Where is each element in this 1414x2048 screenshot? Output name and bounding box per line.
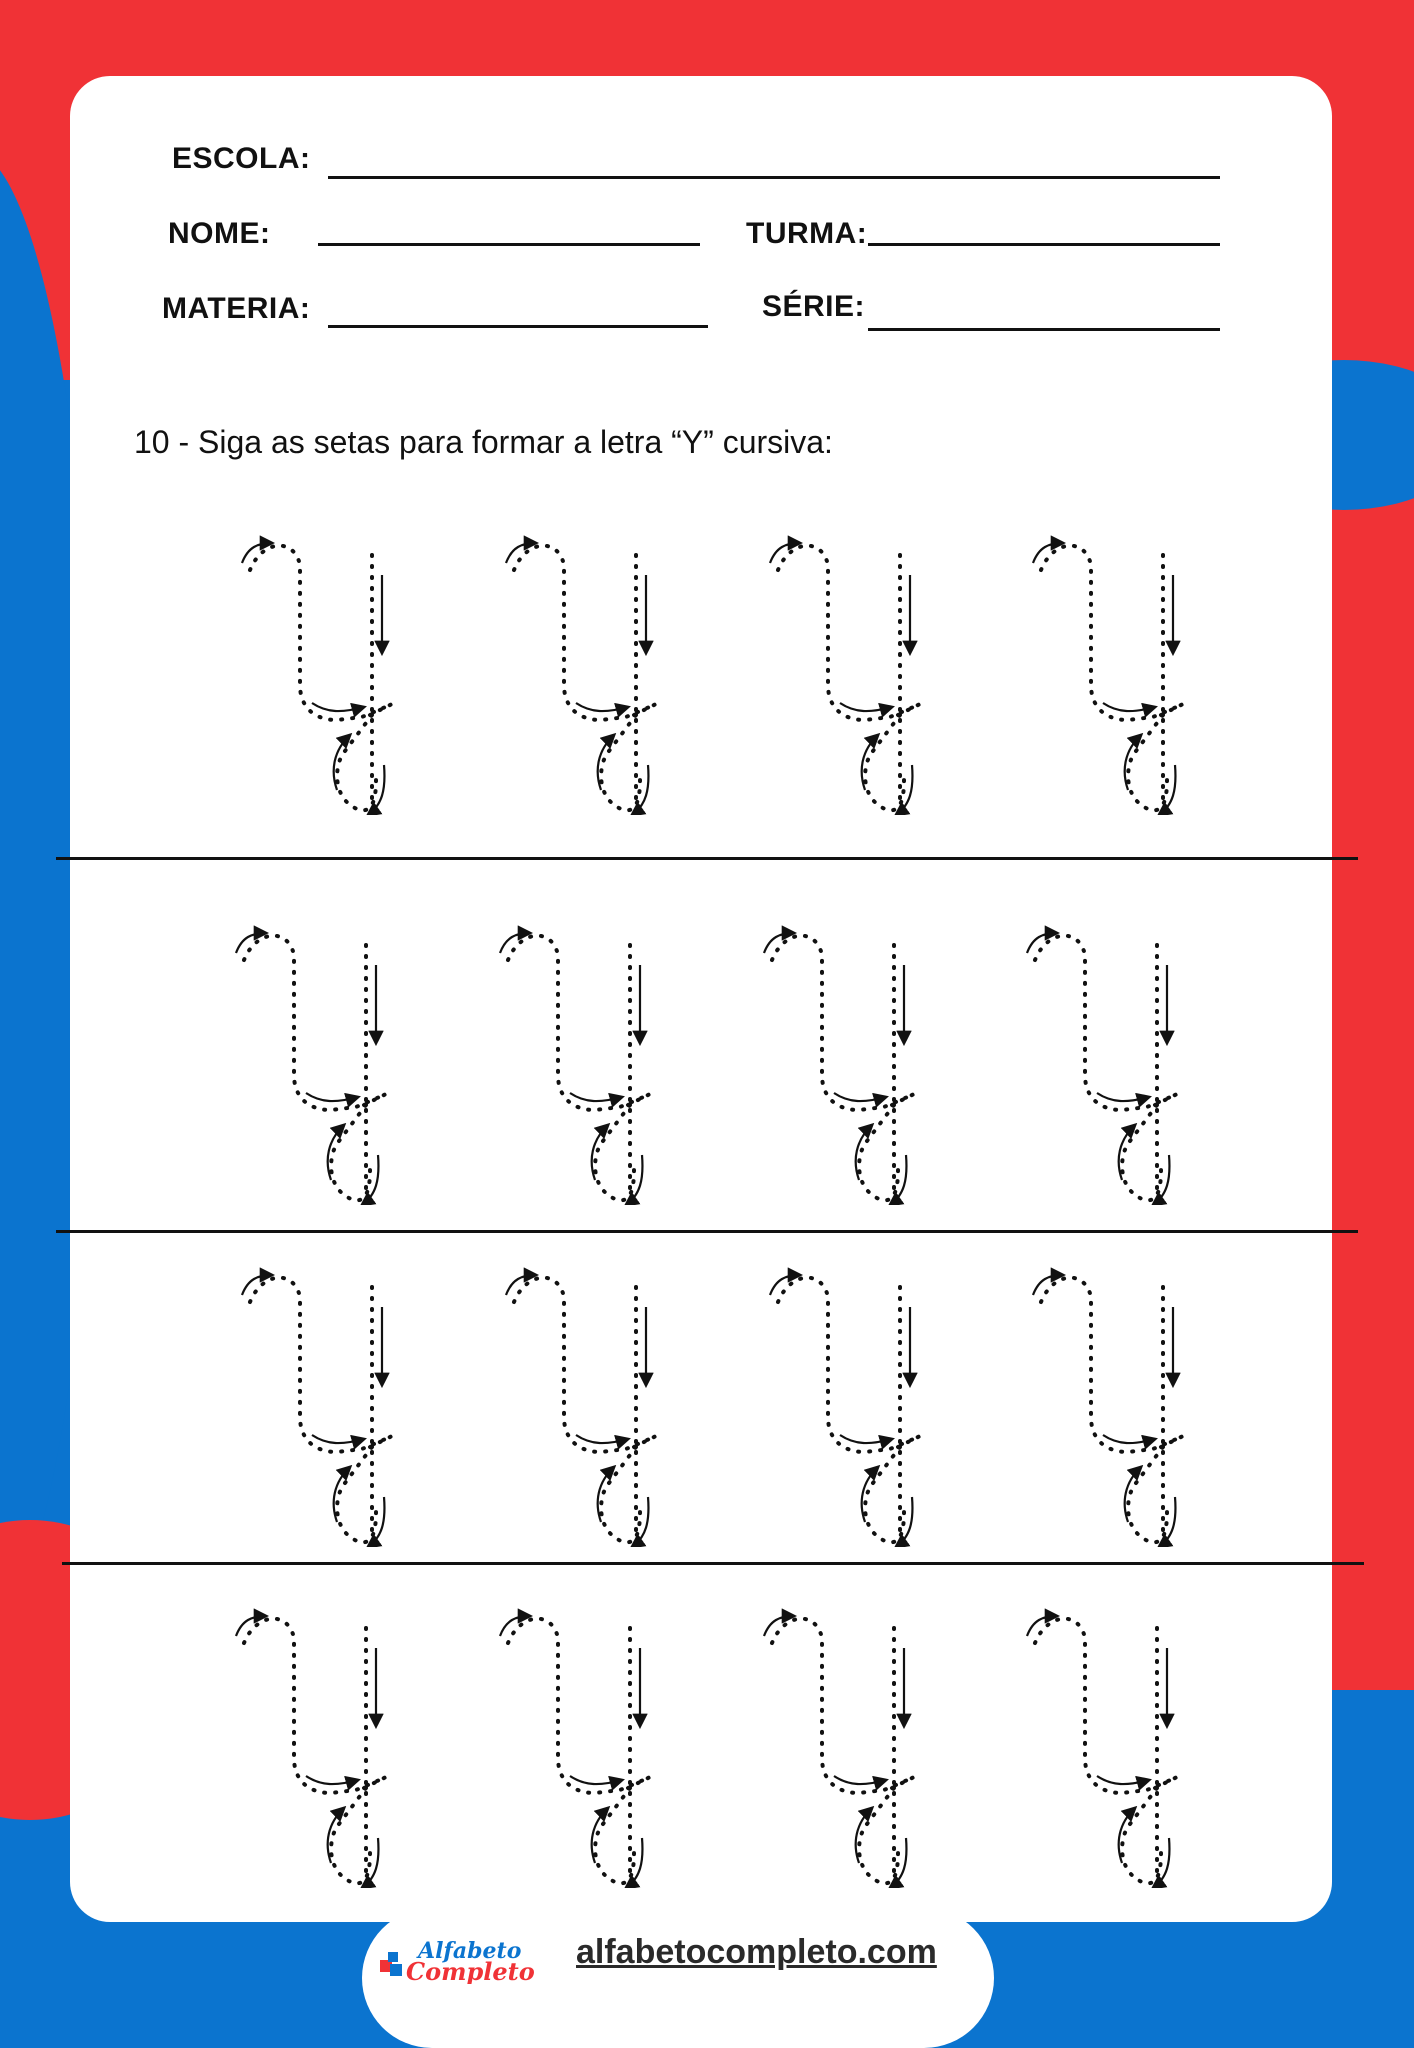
cursive-y-tracing-letter xyxy=(206,915,396,1205)
name-label: NOME: xyxy=(168,217,271,250)
cursive-y-tracing-letter xyxy=(470,915,660,1205)
row-divider xyxy=(56,857,1358,860)
name-field-line[interactable] xyxy=(318,243,700,246)
cursive-y-tracing-letter xyxy=(476,525,666,815)
cursive-y-tracing-letter xyxy=(212,1257,402,1547)
class-field-line[interactable] xyxy=(868,243,1220,246)
grade-field-line[interactable] xyxy=(868,328,1220,331)
cursive-y-tracing-letter xyxy=(734,1598,924,1888)
website-link[interactable]: alfabetocompleto.com xyxy=(576,1933,937,1971)
cursive-y-tracing-letter xyxy=(997,915,1187,1205)
school-field-line[interactable] xyxy=(328,176,1220,179)
svg-text:Completo: Completo xyxy=(406,1957,535,1984)
school-label: ESCOLA: xyxy=(172,142,311,175)
row-divider xyxy=(62,1562,1364,1565)
subject-field-line[interactable] xyxy=(328,325,708,328)
cursive-y-tracing-letter xyxy=(1003,1257,1193,1547)
cursive-y-tracing-letter xyxy=(470,1598,660,1888)
cursive-y-tracing-letter xyxy=(206,1598,396,1888)
cursive-y-tracing-letter xyxy=(740,525,930,815)
instruction-text: 10 - Siga as setas para formar a letra “Y” cursiva: xyxy=(134,424,833,460)
subject-label: MATERIA: xyxy=(162,292,311,325)
class-label: TURMA: xyxy=(746,217,868,250)
cursive-y-tracing-letter xyxy=(734,915,924,1205)
cursive-y-tracing-letter xyxy=(212,525,402,815)
row-divider xyxy=(56,1230,1358,1233)
cursive-y-tracing-letter xyxy=(1003,525,1193,815)
alfabeto-completo-logo xyxy=(378,1938,540,1984)
cursive-y-tracing-letter xyxy=(740,1257,930,1547)
grade-label: SÉRIE: xyxy=(762,290,866,323)
svg-text:Alfabeto: Alfabeto xyxy=(418,1938,522,1964)
cursive-y-tracing-letter xyxy=(476,1257,666,1547)
cursive-y-tracing-letter xyxy=(997,1598,1187,1888)
